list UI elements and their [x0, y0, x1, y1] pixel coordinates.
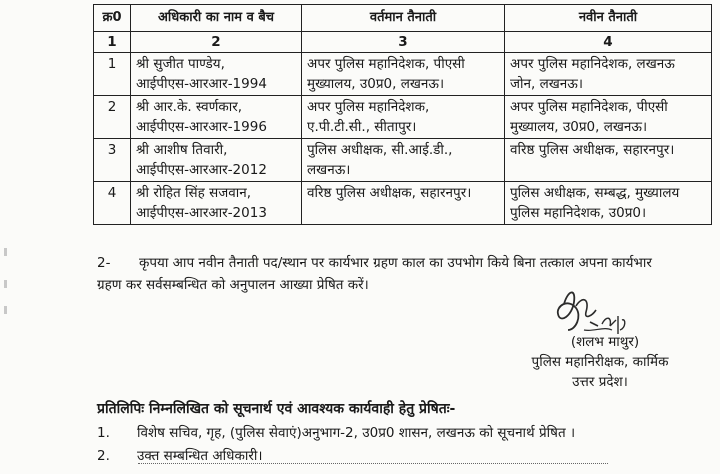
officer-name: श्री आशीष तिवारी,	[136, 142, 228, 158]
column-number: 2	[131, 32, 302, 53]
current-posting-line: अपर पुलिस महानिदेशक,	[307, 99, 430, 115]
serial-number: 1	[94, 53, 131, 96]
signatory-block	[500, 332, 700, 392]
officer-name-cell	[131, 53, 302, 96]
signatory-name: (शलभ माथुर)	[570, 334, 640, 350]
new-posting-line: वरिष्ठ पुलिस अधीक्षक, सहारनपुर।	[510, 142, 675, 158]
table-row	[94, 182, 712, 225]
current-posting-line: मुख्यालय, उ0प्र0, लखनऊ।	[307, 76, 445, 92]
officer-name: श्री रोहित सिंह सजवान,	[136, 185, 252, 201]
paragraph-text-continued: ग्रहण कर सर्वसम्बन्धित को अनुपालन आख्या प्रेषित करें।	[97, 277, 369, 293]
signatory-state: उत्तर प्रदेश।	[572, 374, 628, 390]
paragraph-text: कृपया आप नवीन तैनाती पद/स्थान पर कार्यभार ग्रहण काल का उपभोग किये बिना तत्काल अपना कार्यभार	[139, 255, 652, 271]
header-new-posting: नवीन तैनाती	[505, 5, 712, 32]
officer-batch: आईपीएस-आरआर-2012	[136, 162, 267, 178]
list-item-text: विशेष सचिव, गृह, (पुलिस सेवाएं)अनुभाग-2, उ0प्र0 शासन, लखनऊ को सूचनार्थ प्रेषित ।	[137, 425, 576, 441]
serial-number: 4	[94, 182, 131, 225]
officer-name-cell	[131, 139, 302, 182]
new-posting-cell	[505, 182, 712, 225]
list-item-number: 2.	[97, 448, 110, 464]
new-posting-line: जोन, लखनऊ।	[510, 76, 583, 92]
officer-batch: आईपीएस-आरआर-2013	[136, 205, 267, 221]
copy-to-list	[97, 422, 575, 468]
new-posting-line: पुलिस अधीक्षक, सम्बद्ध, मुख्यालय	[510, 185, 680, 201]
current-posting-cell	[302, 96, 505, 139]
current-posting-cell	[302, 182, 505, 225]
margin-mark	[4, 280, 7, 288]
new-posting-cell	[505, 53, 712, 96]
current-posting-line: पुलिस अधीक्षक, सी.आई.डी.,	[307, 142, 453, 158]
officer-name: श्री आर.के. स्वर्णकार,	[136, 99, 243, 115]
serial-number: 2	[94, 96, 131, 139]
postings-table	[93, 4, 712, 225]
header-serial: क्र0	[94, 5, 131, 32]
current-posting-line: लखनऊ।	[307, 162, 351, 178]
margin-mark	[4, 306, 7, 314]
column-number: 4	[505, 32, 712, 53]
table-row	[94, 96, 712, 139]
paragraph-line	[97, 252, 697, 274]
serial-number: 3	[94, 139, 131, 182]
header-current-posting: वर्तमान तैनाती	[302, 5, 505, 32]
officer-batch: आईपीएस-आरआर-1996	[136, 119, 267, 135]
current-posting-cell	[302, 139, 505, 182]
margin-mark	[4, 248, 7, 256]
paragraph-number: 2-	[97, 255, 111, 271]
list-item-number: 1.	[97, 425, 110, 441]
new-posting-line: पुलिस महानिदेशक, उ0प्र0।	[510, 205, 647, 221]
table-header-row	[94, 5, 712, 32]
current-posting-cell	[302, 53, 505, 96]
new-posting-line: अपर पुलिस महानिदेशक, पीएसी	[510, 99, 668, 115]
current-posting-line: वरिष्ठ पुलिस अधीक्षक, सहारनपुर।	[307, 185, 472, 201]
officer-name-cell	[131, 182, 302, 225]
officer-name-cell	[131, 96, 302, 139]
new-posting-line: अपर पुलिस महानिदेशक, लखनऊ	[510, 56, 675, 72]
officer-name: श्री सुजीत पाण्डेय,	[136, 56, 225, 72]
new-posting-line: मुख्यालय, उ0प्र0, लखनऊ।	[510, 119, 648, 135]
table-row	[94, 53, 712, 96]
cropped-text-line	[138, 463, 608, 474]
copy-to-heading: प्रतिलिपिः निम्नलिखित को सूचनार्थ एवं आवश्यक कार्यवाही हेतु प्रेषितः-	[97, 401, 456, 417]
new-posting-cell	[505, 139, 712, 182]
new-posting-cell	[505, 96, 712, 139]
column-number: 1	[94, 32, 131, 53]
current-posting-line: अपर पुलिस महानिदेशक, पीएसी	[307, 56, 465, 72]
current-posting-line: ए.पी.टी.सी., सीतापुर।	[307, 119, 417, 135]
table-row	[94, 139, 712, 182]
signatory-designation: पुलिस महानिरीक्षक, कार्मिक	[531, 354, 669, 370]
list-item-text: उक्त सम्बन्धित अधिकारी।	[137, 448, 263, 464]
header-officer-name: अधिकारी का नाम व बैच	[131, 5, 302, 32]
officer-batch: आईपीएस-आरआर-1994	[136, 76, 267, 92]
column-number: 3	[302, 32, 505, 53]
list-item	[97, 422, 575, 445]
column-number-row	[94, 32, 712, 53]
